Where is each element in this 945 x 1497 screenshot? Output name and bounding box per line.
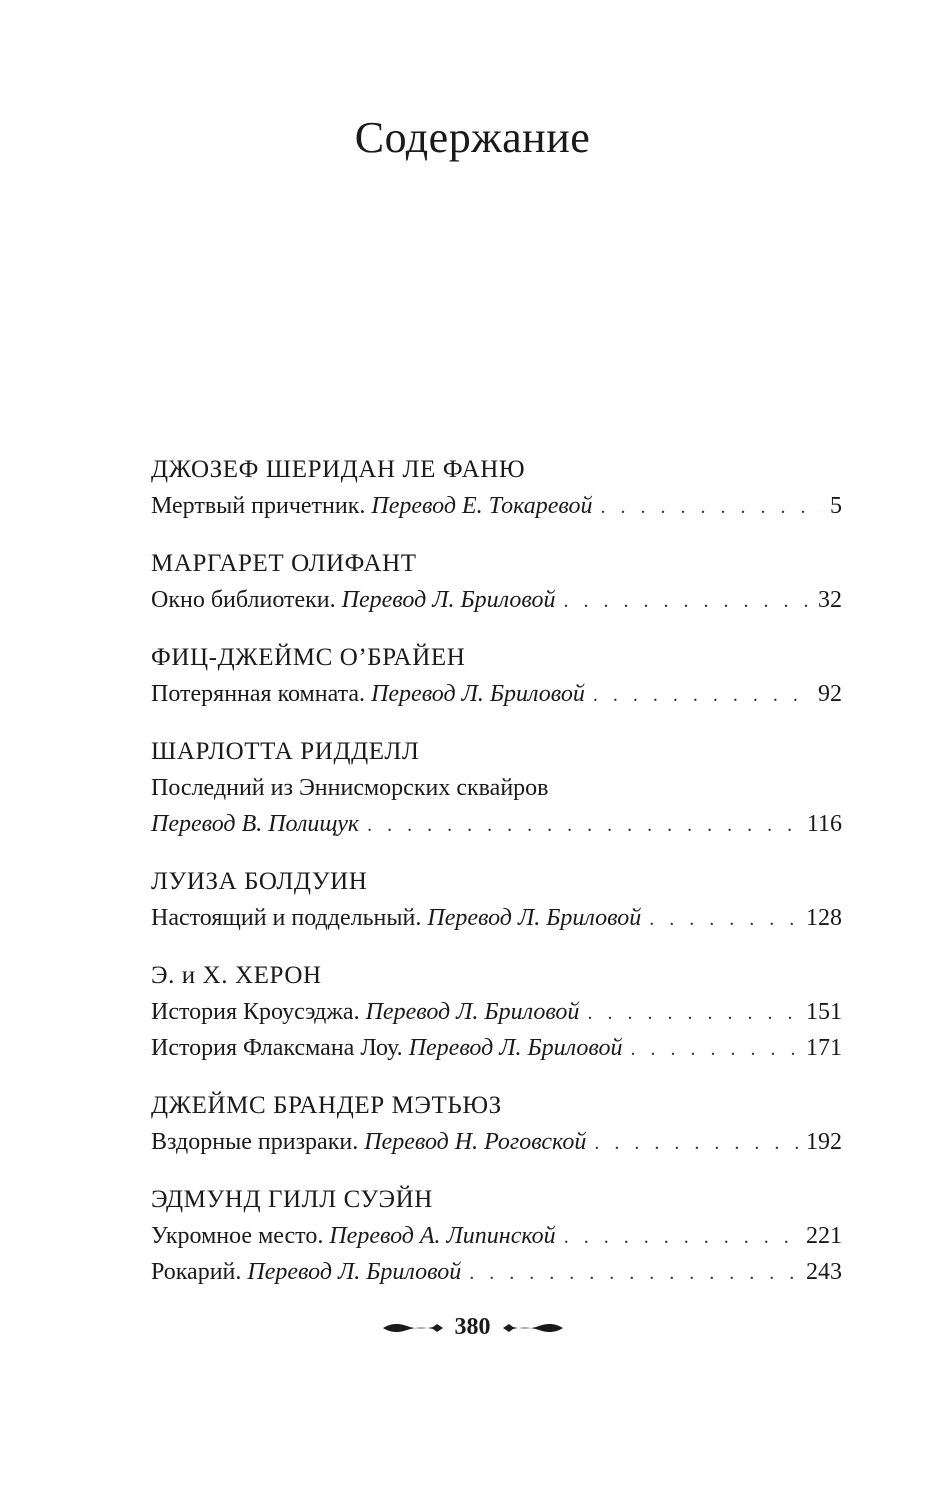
work-title: Настоящий и поддельный.: [151, 905, 422, 931]
translator: Перевод Л. Бриловой: [341, 587, 556, 613]
work-title: Рокарий.: [151, 1259, 242, 1285]
toc-entry: [151, 994, 842, 1030]
dot-leader: [631, 1031, 798, 1067]
author-name: МАРГАРЕТ ОЛИФАНТ: [151, 550, 417, 577]
translator: Перевод Л. Бриловой: [371, 681, 585, 707]
work-title-group: [151, 676, 585, 712]
translator: Перевод А. Липинской: [329, 1223, 556, 1249]
dot-leader: [469, 1255, 798, 1291]
toc-section: [151, 1182, 842, 1290]
work-title: Мертвый причетник.: [151, 493, 366, 519]
translator: Перевод Л. Бриловой: [427, 905, 642, 931]
toc-section: [151, 734, 842, 842]
dot-leader: [594, 1125, 798, 1161]
translator: Перевод Л. Бриловой: [247, 1259, 462, 1285]
work-title-group: [151, 994, 579, 1030]
toc-entry: [151, 1254, 842, 1290]
author-name: Э. и Х. ХЕРОН: [151, 962, 322, 989]
toc-entry: [151, 582, 842, 618]
translator: Перевод Е. Токаревой: [371, 493, 593, 519]
toc-section: [151, 546, 842, 618]
work-title-group: [151, 1124, 586, 1160]
author-name: ДЖОЗЕФ ШЕРИДАН ЛЕ ФАНЮ: [151, 456, 526, 483]
page-title: Содержание: [354, 113, 591, 162]
work-title-group: [151, 1218, 556, 1254]
dot-leader: [593, 677, 810, 713]
work-title: Последний из Эннисморских сквайров: [151, 775, 549, 801]
work-title: Вздорные призраки.: [151, 1129, 359, 1155]
page-number: 192: [806, 1129, 842, 1155]
work-title: История Кроусэджа.: [151, 999, 360, 1025]
toc-entry: [151, 1030, 842, 1066]
toc-section: [151, 958, 842, 1066]
toc-section: [151, 864, 842, 936]
work-title-group: [151, 806, 359, 842]
dot-leader: [367, 807, 799, 843]
dot-leader: [649, 901, 798, 937]
author-name: ЛУИЗА БОЛДУИН: [151, 868, 368, 895]
translator: Перевод Л. Бриловой: [408, 1035, 623, 1061]
dot-leader: [601, 489, 823, 525]
work-title: Укромное место.: [151, 1223, 324, 1249]
toc-section: [151, 640, 842, 712]
author-name: ЭДМУНД ГИЛЛ СУЭЙН: [151, 1186, 433, 1213]
work-title: Окно библиотеки.: [151, 587, 336, 613]
table-of-contents: [151, 452, 842, 1290]
dot-leader: [564, 1219, 798, 1255]
work-title-group: [151, 582, 556, 618]
toc-entry: [151, 900, 842, 936]
work-title: История Флаксмана Лоу.: [151, 1035, 403, 1061]
toc-entry: [151, 1218, 842, 1254]
toc-section: [151, 452, 842, 524]
toc-entry: [151, 806, 842, 842]
work-title-group: [151, 1030, 623, 1066]
work-title: Потерянная комната.: [151, 681, 366, 707]
translator: Перевод Н. Роговской: [364, 1129, 587, 1155]
toc-entry: [151, 488, 842, 524]
page-number: 221: [806, 1223, 842, 1249]
toc-section: [151, 1088, 842, 1160]
author-name: ШАРЛОТТА РИДДЕЛЛ: [151, 738, 420, 765]
page-number: 116: [806, 811, 842, 837]
toc-entry: [151, 1124, 842, 1160]
work-title-group: [151, 1254, 461, 1290]
toc-entry: [151, 676, 842, 712]
page-number-footer: 380: [454, 1314, 491, 1340]
page-number: 171: [806, 1035, 842, 1061]
page-number: 32: [818, 587, 842, 613]
dot-leader: [564, 583, 811, 619]
ornament-left-icon: [381, 1321, 445, 1335]
work-title-group: [151, 488, 593, 524]
page-number: 151: [806, 999, 842, 1025]
page-number: 243: [806, 1259, 842, 1285]
dot-leader: [587, 995, 798, 1031]
author-name: ДЖЕЙМС БРАНДЕР МЭТЬЮЗ: [151, 1092, 502, 1119]
translator: Перевод В. Полищук: [151, 811, 360, 837]
page-number: 5: [830, 493, 842, 519]
page-footer: [0, 1314, 945, 1341]
author-name: ФИЦ-ДЖЕЙМС О’БРАЙЕН: [151, 644, 466, 671]
work-title-group: [151, 900, 641, 936]
ornament-right-icon: [501, 1321, 565, 1335]
page-number: 128: [806, 905, 842, 931]
page-number: 92: [818, 681, 842, 707]
translator: Перевод Л. Бриловой: [365, 999, 580, 1025]
